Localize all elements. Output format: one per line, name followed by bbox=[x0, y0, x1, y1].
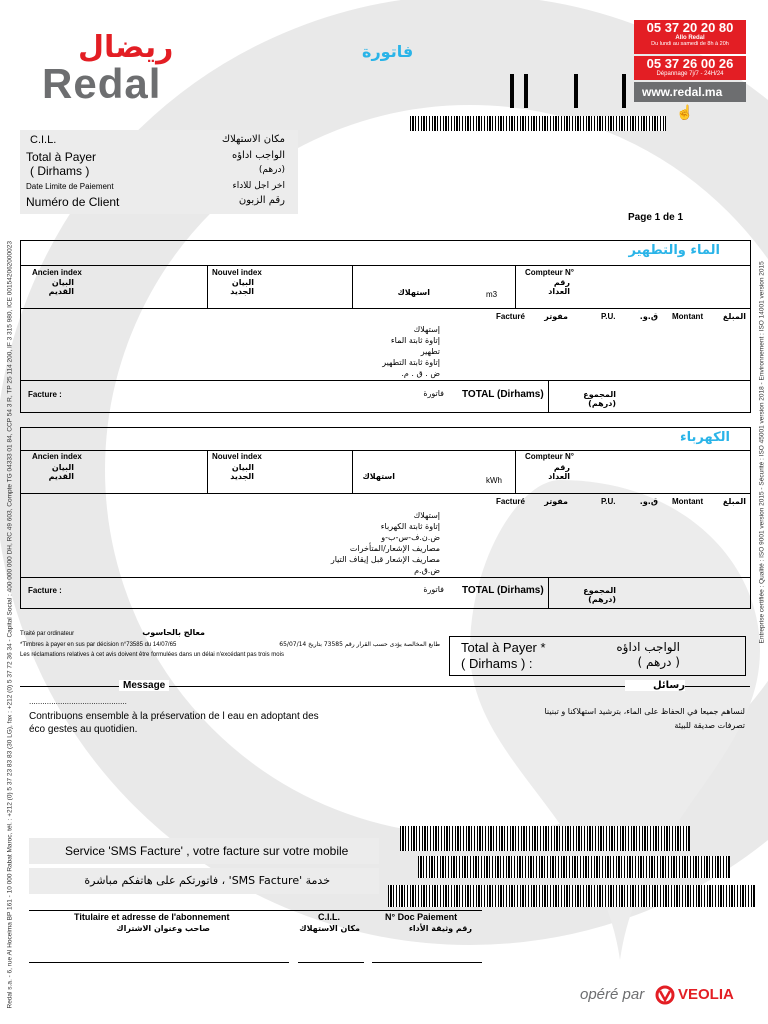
electricity-compteur-label-ar: رقم العداد bbox=[548, 463, 570, 481]
cil-label: C.I.L. bbox=[30, 134, 57, 146]
notes-timbres-ar: طابع المخالصة يؤدى حسب القرار رقم 73585 بتاريخ 65/07/14 bbox=[279, 641, 440, 648]
electricity-line-5: مصاريف الإشعار قبل إيقاف التيار bbox=[330, 555, 440, 564]
notes-ordinateur-ar: معالج بالحاسوب bbox=[142, 628, 205, 637]
stub-barcode-1 bbox=[400, 826, 690, 851]
logo-latin: Redal bbox=[42, 60, 162, 107]
stub-titulaire-label-ar: صاحب وعنوان الاشتراك bbox=[116, 924, 210, 933]
water-col-montant: Montant bbox=[672, 312, 704, 321]
electricity-col-facture: Facturé bbox=[496, 497, 525, 506]
water-facture-label: Facture : bbox=[28, 390, 62, 399]
water-line-2: إتاوة ثابتة الماء bbox=[390, 336, 440, 345]
operated-by-label: opéré par bbox=[580, 986, 645, 1003]
total-dirhams-label-ar: ( درهم ) bbox=[637, 655, 680, 669]
notes-timbres: *Timbres à payer en sus par décision n°73585 du 14/07/65 bbox=[20, 642, 177, 648]
top-barcode bbox=[410, 116, 666, 131]
stub-barcode-2 bbox=[418, 856, 730, 878]
total-dirhams-label: ( Dirhams ) : bbox=[461, 656, 533, 671]
phone-label-2: Dépannage 7j/7 - 24H/24 bbox=[656, 71, 724, 77]
date-label: Date Limite de Paiement bbox=[26, 182, 114, 191]
dirhams-label-ar: (درهم) bbox=[258, 165, 285, 175]
electricity-facture-label-ar: فاتورة bbox=[423, 585, 444, 594]
electricity-total-label: TOTAL (Dirhams) bbox=[462, 585, 544, 596]
stub-cil-label: C.I.L. bbox=[318, 912, 340, 922]
water-unit: m3 bbox=[486, 290, 498, 299]
electricity-total-label-ar: المجموع (درهم) bbox=[583, 586, 616, 604]
cil-label-ar: مكان الاستهلاك bbox=[221, 134, 285, 145]
water-conso-label: استهلاك bbox=[397, 288, 430, 297]
ocr-mark bbox=[510, 74, 514, 108]
electricity-line-2: إتاوة ثابتة الكهرباء bbox=[380, 522, 440, 531]
electricity-line-4: مصاريف الإشعار/المتأخرات bbox=[349, 544, 440, 553]
phone-label-1: Allo Redal bbox=[675, 35, 705, 41]
website-box[interactable] bbox=[634, 82, 746, 102]
phone-number-1: 05 37 20 20 80 bbox=[646, 20, 734, 35]
veolia-logo-icon bbox=[655, 985, 675, 1005]
water-line-5: ض . ق . م. bbox=[401, 369, 440, 378]
sms-service-text: Service 'SMS Facture' , votre facture sur votre mobile bbox=[65, 844, 349, 858]
side-company-info: Redal s.a. - 6, rue Al Hoceima BP 161 - 10 000 Rabat Maroc, tél. : +212 (0) 5 37 23 83 83 (30 LG), fax : +212 (0) 5 37 72 36 34 - Capital Social : 400 000 000 DH, RC 49 603, Compte TG 04333 01 84, CCP 54 3 R, TP 25 114 200, IF 3 315 980, ICE 001542062000023 bbox=[6, 241, 14, 1009]
message-text: Contribuons ensemble à la préservation de l eau en adoptant des éco gestes au quotidien. bbox=[29, 711, 319, 735]
water-ancien-label-ar: البيان القديم bbox=[48, 278, 74, 296]
date-label-ar: اخر اجل للاداء bbox=[232, 181, 285, 191]
total-label: Total à Payer bbox=[26, 150, 97, 164]
water-facture-label-ar: فاتورة bbox=[423, 389, 444, 398]
water-ancien-label: Ancien index bbox=[32, 268, 82, 277]
electricity-col-pu-ar: ق.و. bbox=[639, 497, 658, 506]
water-col-pu: P.U. bbox=[601, 312, 616, 321]
side-certification-info: Entreprise certifiée : Qualité : ISO 9001 version 2015 - Sécurité : ISO 45001 version 2018 - Environnement : ISO 14001 version 2015 bbox=[758, 261, 766, 644]
page-number: Page 1 de 1 bbox=[628, 212, 684, 223]
ocr-mark bbox=[524, 74, 528, 108]
electricity-ancien-label: Ancien index bbox=[32, 452, 82, 461]
message-text-ar-1: لنساهم جميعا في الحفاظ على الماء، بترشيد استهلاكنا و تبنينا bbox=[544, 707, 745, 716]
dirhams-label: ( Dirhams ) bbox=[30, 164, 90, 178]
water-col-montant-ar: المبلغ bbox=[722, 312, 746, 321]
electricity-compteur-label: Compteur N° bbox=[525, 452, 574, 461]
electricity-line-3: ض.ن.ف-س-ب-و bbox=[381, 533, 440, 542]
water-line-4: إتاوة ثابتة التطهير bbox=[382, 358, 440, 367]
ocr-mark bbox=[574, 74, 578, 108]
water-total-label-ar: المجموع (درهم) bbox=[583, 390, 616, 408]
message-text-ar-2: تصرفات صديقة للبيئة bbox=[674, 721, 745, 730]
phone-hours-1: Du lundi au samedi de 8h à 20h bbox=[651, 41, 729, 47]
water-total-label: TOTAL (Dirhams) bbox=[462, 389, 544, 400]
message-label: Message bbox=[119, 680, 169, 691]
website-link[interactable]: www.redal.ma bbox=[642, 85, 723, 99]
total-to-pay-label: Total à Payer * bbox=[461, 640, 546, 655]
electricity-unit: kWh bbox=[486, 476, 502, 485]
logo-arabic: ريضال bbox=[78, 30, 174, 65]
water-col-pu-ar: ق.و. bbox=[639, 312, 658, 321]
total-label-ar: الواجب اداؤه bbox=[231, 150, 285, 161]
notes-reclamations: Les réclamations relatives à cet avis doivent être formulées dans un délai n'excédant pas trois mois bbox=[20, 652, 284, 658]
total-to-pay-label-ar: الواجب اداؤه bbox=[616, 640, 680, 654]
electricity-line-6: ض.ق.م bbox=[414, 566, 440, 575]
client-number-label: Numéro de Client bbox=[26, 195, 120, 209]
water-section-title: الماء والتطهير bbox=[628, 243, 720, 258]
sms-service-text-ar: خدمة 'SMS Facture' ، فاتورتكم على هاتفكم مباشرة bbox=[84, 874, 330, 887]
electricity-facture-label: Facture : bbox=[28, 586, 62, 595]
water-nouvel-label: Nouvel index bbox=[212, 268, 262, 277]
water-col-facture: Facturé bbox=[496, 312, 525, 321]
invoice-title: فاتورة bbox=[362, 42, 414, 61]
ocr-mark bbox=[622, 74, 626, 108]
electricity-section-title: الكهرباء bbox=[680, 430, 730, 445]
message-dots: ............................................ bbox=[29, 697, 127, 706]
hand-cursor-icon: ☝ bbox=[676, 104, 694, 120]
water-compteur-label: Compteur N° bbox=[525, 268, 574, 277]
water-col-facture-ar: مفوتر bbox=[544, 312, 568, 321]
stub-titulaire-label: Titulaire et adresse de l'abonnement bbox=[74, 912, 230, 922]
electricity-col-montant: Montant bbox=[672, 497, 704, 506]
stub-doc-label-ar: رقم وثيقة الأداء bbox=[408, 924, 472, 933]
water-line-1: إستهلاك bbox=[413, 325, 440, 334]
notes-ordinateur: Traité par ordinateur bbox=[20, 631, 75, 637]
client-number-label-ar: رقم الزبون bbox=[238, 195, 285, 206]
water-line-3: تطهير bbox=[420, 347, 440, 356]
water-nouvel-label-ar: البيان الجديد bbox=[230, 278, 254, 296]
message-label-ar: رسائل bbox=[625, 680, 685, 691]
veolia-label: VEOLIA bbox=[678, 986, 734, 1003]
electricity-conso-label: استهلاك bbox=[362, 472, 395, 481]
electricity-col-pu: P.U. bbox=[601, 497, 616, 506]
phone-box-2 bbox=[634, 56, 746, 80]
electricity-col-montant-ar: المبلغ bbox=[722, 497, 746, 506]
water-compteur-label-ar: رقم العداد bbox=[548, 278, 570, 296]
electricity-col-facture-ar: مفوتر bbox=[544, 497, 568, 506]
stub-doc-label: N° Doc Paiement bbox=[385, 912, 458, 922]
phone-box-1 bbox=[634, 20, 746, 54]
stub-cil-label-ar: مكان الاستهلاك bbox=[299, 924, 360, 933]
electricity-ancien-label-ar: البيان القديم bbox=[48, 463, 74, 481]
stub-barcode-3 bbox=[388, 885, 756, 907]
electricity-line-1: إستهلاك bbox=[413, 511, 440, 520]
electricity-nouvel-label-ar: البيان الجديد bbox=[230, 463, 254, 481]
phone-number-2: 05 37 26 00 26 bbox=[646, 56, 734, 71]
electricity-nouvel-label: Nouvel index bbox=[212, 452, 262, 461]
